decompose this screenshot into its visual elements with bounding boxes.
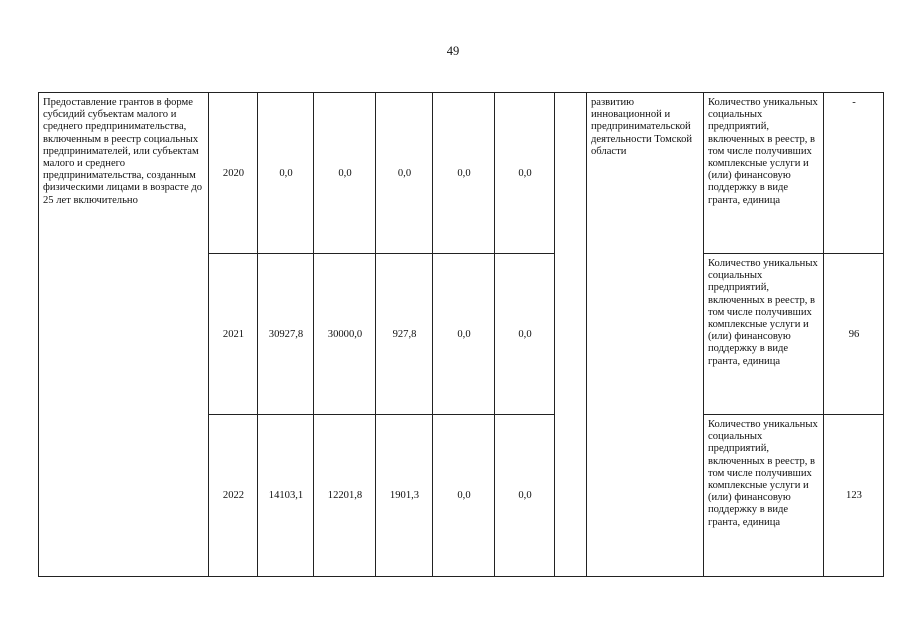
value-2-cell: 927,8	[376, 254, 433, 415]
total-cell: 30927,8	[258, 254, 314, 415]
indicator-value-cell: 123	[824, 415, 884, 577]
year-cell: 2021	[209, 254, 258, 415]
measure-name: Предоставление грантов в форме субсидий субъектам малого и среднего предпринимательства, включенным в реестр социальных предпринимателей, или субъектам малого и среднего предпринимательства, созданным физическими лицами в возрасте до 25 лет включительно	[43, 97, 202, 206]
value-4-cell: 0,0	[495, 93, 555, 254]
table-row-2020	[39, 93, 884, 254]
value-4-cell: 0,0	[495, 415, 555, 577]
value-1-cell: 30000,0	[314, 254, 376, 415]
measure-name-cell	[39, 93, 209, 577]
total-cell: 14103,1	[258, 415, 314, 577]
value-2-cell: 1901,3	[376, 415, 433, 577]
total-cell: 0,0	[258, 93, 314, 254]
year-cell: 2020	[209, 93, 258, 254]
value-1-cell: 0,0	[314, 93, 376, 254]
indicator-cell: Количество уникальных социальных предприятий, включенных в реестр, в том числе получивших комплексные услуги и (или) финансовую поддержку в виде гранта, единица	[704, 93, 824, 254]
value-4-cell: 0,0	[495, 254, 555, 415]
page-number: 49	[446, 44, 460, 58]
value-2-cell: 0,0	[376, 93, 433, 254]
responsible-cell	[587, 93, 704, 577]
value-1-cell: 12201,8	[314, 415, 376, 577]
value-3-cell: 0,0	[433, 415, 495, 577]
program-table	[38, 92, 884, 577]
year-cell: 2022	[209, 415, 258, 577]
responsible-text: развитию инновационной и предпринимательской деятельности Томской области	[591, 97, 693, 157]
empty-cell	[555, 93, 587, 577]
indicator-value-cell: -	[824, 93, 884, 254]
value-3-cell: 0,0	[433, 93, 495, 254]
indicator-cell: Количество уникальных социальных предприятий, включенных в реестр, в том числе получивших комплексные услуги и (или) финансовую поддержку в виде гранта, единица	[704, 254, 824, 415]
indicator-cell: Количество уникальных социальных предприятий, включенных в реестр, в том числе получивших комплексные услуги и (или) финансовую поддержку в виде гранта, единица	[704, 415, 824, 577]
indicator-value-cell: 96	[824, 254, 884, 415]
value-3-cell: 0,0	[433, 254, 495, 415]
